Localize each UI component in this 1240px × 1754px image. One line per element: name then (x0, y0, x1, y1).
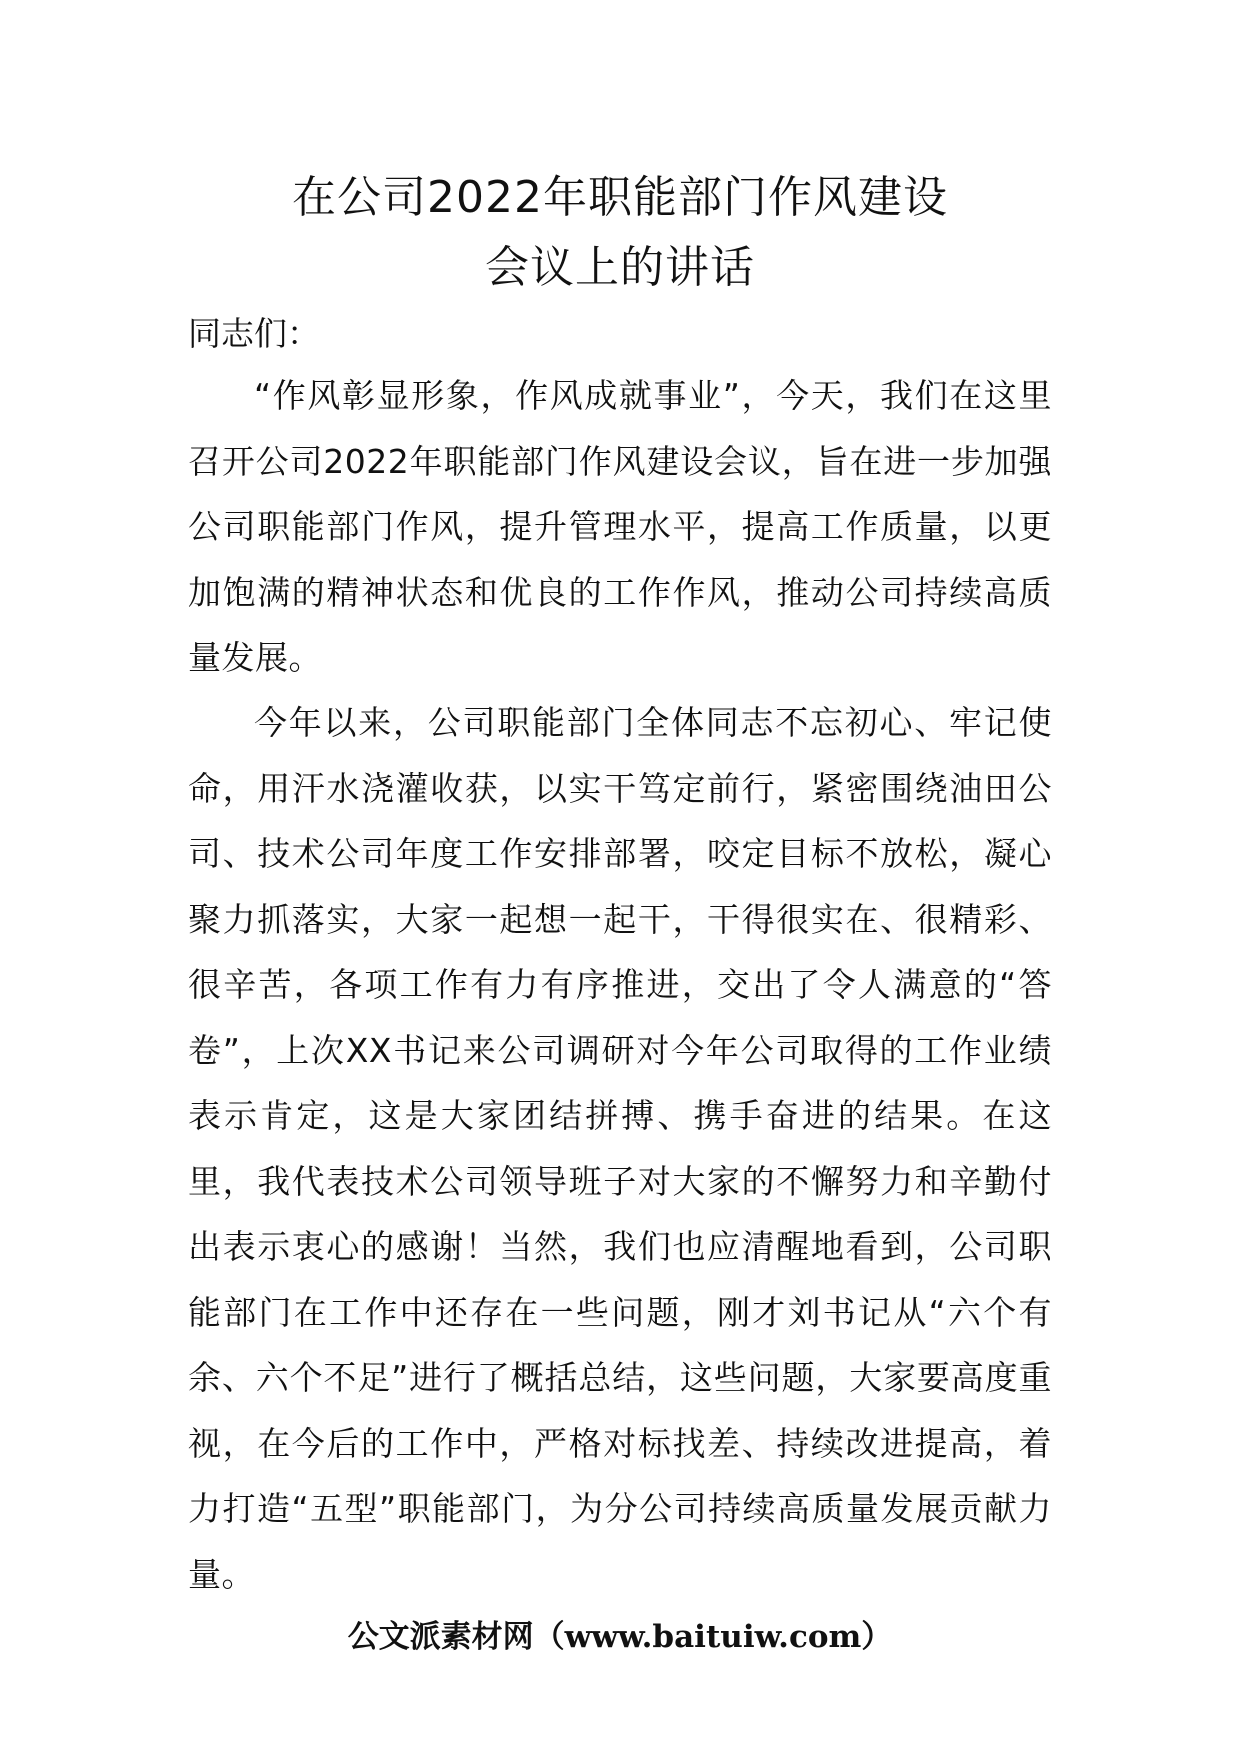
document-title-line2: 会议上的讲话 (485, 242, 755, 293)
footer-watermark: 公文派素材网（www.baituiw.com） (347, 1619, 893, 1655)
salutation: 同志们： (188, 314, 320, 353)
document-title-line1: 在公司2022年职能部门作风建设 (292, 172, 948, 223)
paragraph-1: “作风彰显形象，作风成就事业”，今天，我们在这里召开公司2022年职能部门作风建设会议，旨在进一步加强公司职能部门作风，提升管理水平，提高工作质量，以更加饱满的精神状态和优良的工作作风，推动公司持续高质量发展。 (188, 376, 1052, 677)
paragraph-2: 今年以来，公司职能部门全体同志不忘初心、牢记使命，用汗水浇灌收获，以实干笃定前行，紧密围绕油田公司、技术公司年度工作安排部署，咬定目标不放松，凝心聚力抓落实，大家一起想一起干，干得很实在、很精彩、很辛苦，各项工作有力有序推进，交出了令人满意的“答卷”，上次XX书记来公司调研对今年公司取得的工作业绩表示肯定，这是大家团结拼搏、携手奋进的结果。在这里，我代表技术公司领导班子对大家的不懈努力和辛勤付出表示衷心的感谢！当然，我们也应清醒地看到，公司职能部门在工作中还存在一些问题，刚才刘书记从“六个有余、六个不足”进行了概括总结，这些问题，大家要高度重视，在今后的工作中，严格对标找差、持续改进提高，着力打造“五型”职能部门，为分公司持续高质量发展贡献力量。 (188, 703, 1052, 1594)
